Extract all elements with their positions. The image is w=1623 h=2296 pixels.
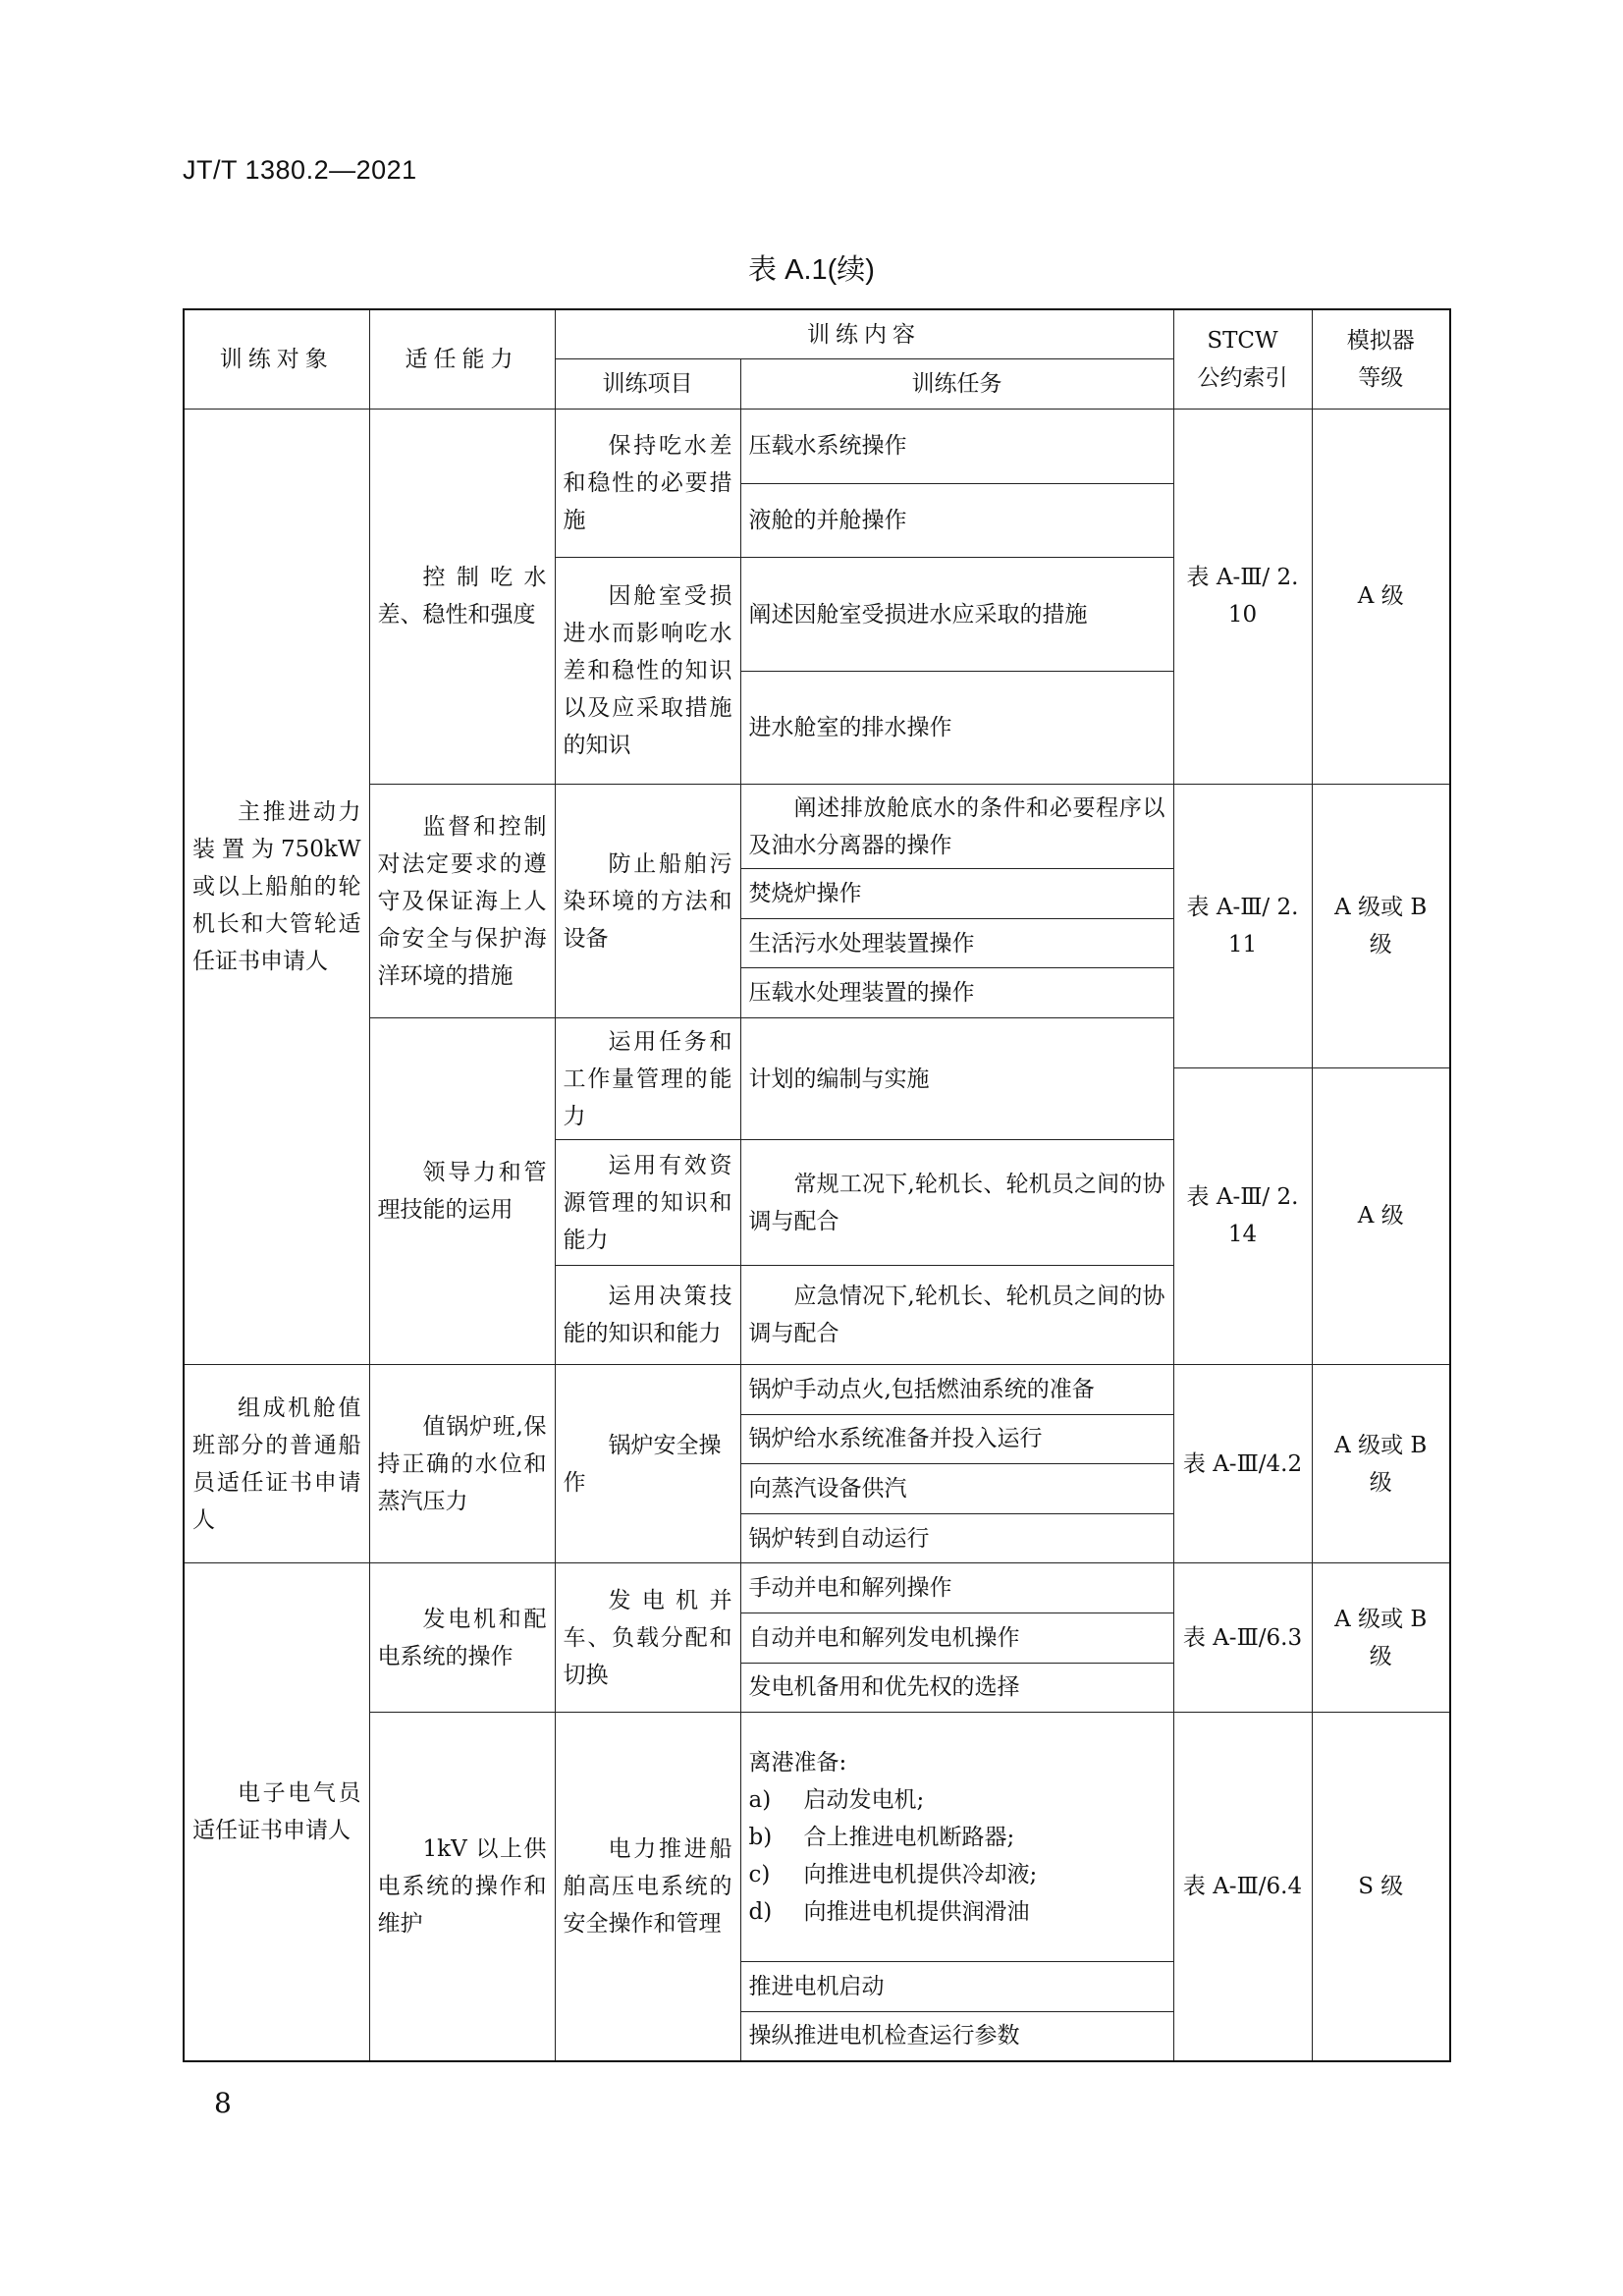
task-list-heading: 离港准备: (748, 1749, 847, 1776)
task-list-item (749, 1781, 1165, 1819)
col-header-competence: 适任能力 (369, 309, 555, 409)
task-cell: 生活污水处理装置操作 (740, 918, 1173, 968)
training-table (183, 308, 1451, 2062)
task-cell: 锅炉转到自动运行 (740, 1513, 1173, 1563)
task-list-cell (740, 1713, 1173, 1962)
task-cell: 应急情况下,轮机长、轮机员之间的协调与配合 (740, 1265, 1173, 1364)
list-text: 向推进电机提供润滑油 (803, 1898, 1030, 1925)
item-cell: 防止船舶污染环境的方法和设备 (555, 785, 740, 1018)
list-marker: d) (748, 1898, 773, 1925)
object-cell: 主推进动力装置为750kW或以上船舶的轮机长和大管轮适任证书申请人 (184, 409, 369, 1364)
task-list-item (749, 1819, 1165, 1856)
task-cell: 计划的编制与实施 (740, 1017, 1173, 1139)
task-cell: 锅炉手动点火,包括燃油系统的准备 (740, 1365, 1173, 1415)
list-marker: a) (748, 1786, 772, 1813)
stcw-cell: 表 A-Ⅲ/ 2.14 (1173, 1067, 1312, 1365)
list-text: 启动发电机; (803, 1786, 925, 1813)
level-cell: S 级 (1312, 1713, 1450, 2061)
item-cell: 保持吃水差和稳性的必要措施 (555, 409, 740, 558)
table-title: 表 A.1(续) (748, 254, 875, 286)
task-cell: 压载水处理装置的操作 (740, 968, 1173, 1018)
col-header-content: 训练内容 (555, 309, 1173, 359)
task-cell: 压载水系统操作 (740, 409, 1173, 483)
object-cell: 电子电气员适任证书申请人 (184, 1563, 369, 2061)
item-cell: 因舱室受损进水而影响吃水差和稳性的知识以及应采取措施的知识 (555, 558, 740, 785)
competence-cell: 监督和控制对法定要求的遵守及保证海上人命安全与保护海洋环境的措施 (369, 785, 555, 1018)
object-cell: 组成机舱值班部分的普通船员适任证书申请人 (184, 1365, 369, 1563)
standard-code: JT/T 1380.2—2021 (183, 155, 417, 185)
level-header-line1: 模拟器 (1346, 327, 1415, 354)
task-cell: 常规工况下,轮机长、轮机员之间的协调与配合 (740, 1140, 1173, 1266)
list-text: 合上推进电机断路器; (803, 1824, 1015, 1850)
item-cell: 运用任务和工作量管理的能力 (555, 1017, 740, 1139)
task-cell: 向蒸汽设备供汽 (740, 1464, 1173, 1514)
task-cell: 推进电机启动 (740, 1962, 1173, 2012)
stcw-cell: 表 A-Ⅲ/4.2 (1173, 1365, 1312, 1563)
col-header-task: 训练任务 (740, 359, 1173, 410)
list-text: 向推进电机提供冷却液; (803, 1861, 1038, 1887)
stcw-cell: 表 A-Ⅲ/ 2.10 (1173, 409, 1312, 784)
list-marker: b) (748, 1824, 773, 1850)
stcw-header-line1: STCW (1207, 327, 1278, 354)
level-cell: A 级或 B 级 (1312, 1563, 1450, 1713)
stcw-header-line2: 公约索引 (1197, 364, 1288, 391)
stcw-cell: 表 A-Ⅲ/6.4 (1173, 1713, 1312, 2061)
item-cell: 发电机并车、负载分配和切换 (555, 1563, 740, 1713)
task-cell: 锅炉给水系统准备并投入运行 (740, 1414, 1173, 1464)
competence-cell: 控制吃水差、稳性和强度 (369, 409, 555, 784)
item-cell: 运用决策技能的知识和能力 (555, 1265, 740, 1364)
col-header-item: 训练项目 (555, 359, 740, 410)
task-cell: 自动并电和解列发电机操作 (740, 1613, 1173, 1664)
item-cell: 锅炉安全操作 (555, 1365, 740, 1563)
task-cell: 焚烧炉操作 (740, 869, 1173, 919)
level-cell: A 级或 B 级 (1312, 1365, 1450, 1563)
task-cell: 操纵推进电机检查运行参数 (740, 2011, 1173, 2061)
level-cell: A 级或 B 级 (1312, 785, 1450, 1067)
task-cell: 进水舱室的排水操作 (740, 671, 1173, 784)
col-header-level (1312, 309, 1450, 409)
task-cell: 阐述因舱室受损进水应采取的措施 (740, 558, 1173, 671)
stcw-cell: 表 A-Ⅲ/6.3 (1173, 1563, 1312, 1713)
competence-cell: 1kV 以上供电系统的操作和维护 (369, 1713, 555, 2061)
task-list-item (749, 1856, 1165, 1893)
list-marker: c) (748, 1861, 771, 1887)
item-cell: 运用有效资源管理的知识和能力 (555, 1140, 740, 1266)
competence-cell: 领导力和管理技能的运用 (369, 1017, 555, 1364)
page-number: 8 (214, 2087, 232, 2119)
task-cell: 发电机备用和优先权的选择 (740, 1663, 1173, 1713)
task-list-item (749, 1893, 1165, 1931)
competence-cell: 发电机和配电系统的操作 (369, 1563, 555, 1713)
level-header-line2: 等级 (1358, 364, 1404, 391)
competence-cell: 值锅炉班,保持正确的水位和蒸汽压力 (369, 1365, 555, 1563)
task-cell: 手动并电和解列操作 (740, 1563, 1173, 1613)
task-cell: 液舱的并舱操作 (740, 483, 1173, 558)
stcw-cell: 表 A-Ⅲ/ 2.11 (1173, 785, 1312, 1067)
task-cell: 阐述排放舱底水的条件和必要程序以及油水分离器的操作 (740, 785, 1173, 869)
item-cell: 电力推进船舶高压电系统的安全操作和管理 (555, 1713, 740, 2061)
level-cell: A 级 (1312, 409, 1450, 784)
col-header-stcw (1173, 309, 1312, 409)
col-header-object: 训练对象 (184, 309, 369, 409)
level-cell: A 级 (1312, 1067, 1450, 1365)
